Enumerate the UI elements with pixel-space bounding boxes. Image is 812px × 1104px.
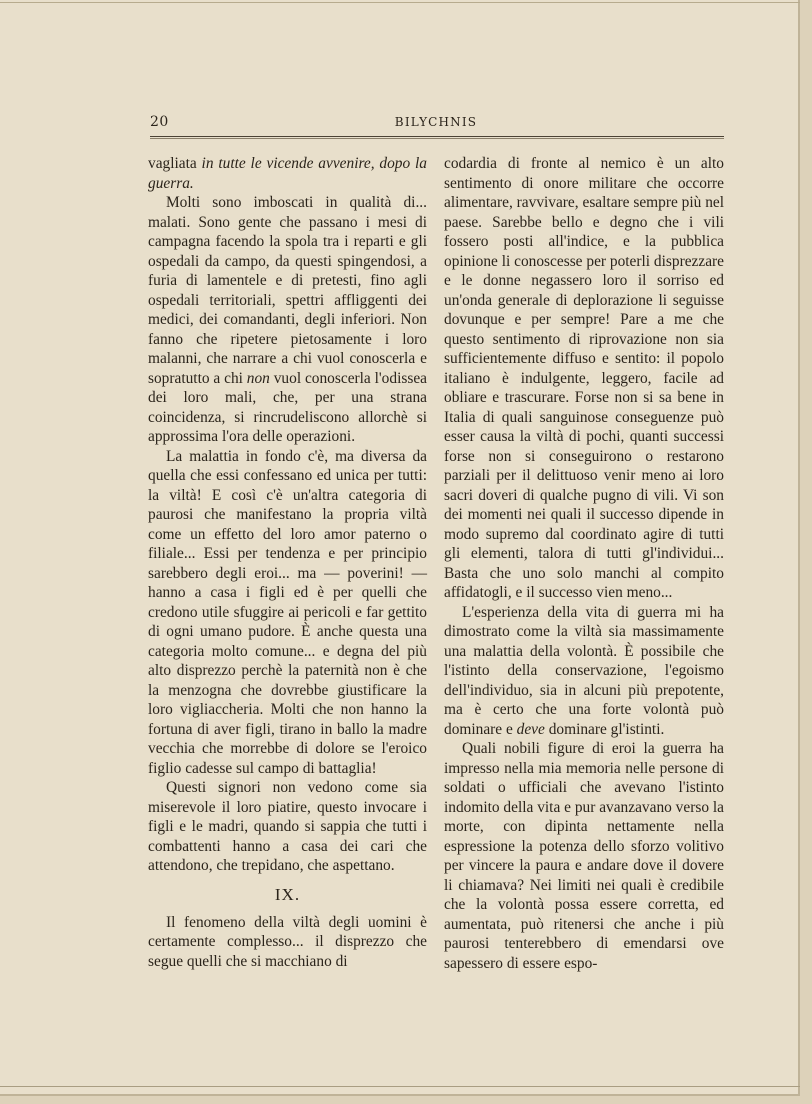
left-column xyxy=(148,154,427,970)
paragraph: Molti sono imboscati in qualità di... malati. Sono gente che passano i mesi di campagna facendo la spola tra i reparti e gli ospedali da campo, da questi spingendosi, a furia di lamentele e di pretesti, fino agli ospedali territoriali, spettri affliggenti dei medici, dei comandanti, degli inferiori. Non fanno che ripetere pietosamente i loro malanni, che narrare a chi vuol conoscerla e sopratutto a chi non vuol conoscerla l'odissea dei loro mali, che, per una strana coincidenza, si rincrudeliscono allorchè si approssima l'ora delle operazioni. xyxy=(148,194,427,445)
paragraph: vagliata in tutte le vicende avvenire, dopo la guerra. xyxy=(148,155,427,192)
paragraph: L'esperienza della vita di guerra mi ha dimostrato come la viltà sia massimamente una malattia della volontà. È possibile che l'istinto della conservazione, l'egoismo dell'individuo, sia in alcuni più prepotente, ma è certo che una forte volontà può dominare e deve dominare gl'istinti. xyxy=(444,603,724,738)
page-header xyxy=(150,114,722,136)
paragraph: Questi signori non vedono come sia miserevole il loro piatire, questo invocare i figli e le madri, quando si sappia che tutti i combattenti hanno a casa dei cari che attendono, che trepidano, che aspettano. xyxy=(148,779,427,874)
paragraph: Il fenomeno della viltà degli uomini è certamente complesso... il disprezzo che segue quelli che si macchiano di xyxy=(148,913,427,970)
header-rule-secondary xyxy=(150,138,724,139)
paragraph: La malattia in fondo c'è, ma diversa da quella che essi confessano ed unica per tutti: la viltà! E così c'è un'altra categoria di paurosi che manifestano la propria viltà come un effetto del loro amor paterno o filiale... Essi per tendenza e per principio sarebbero degli eroi... ma — poverini! — hanno a casa i figli ed è per quelli che credono utile sfuggire ai pericoli e far gettito di ogni umano pudore. È anche questa una categoria molto comune... e degna del più alto disprezzo perchè la paternità non è che la menzogna che dovrebbe giustificare la loro vigliaccheria. Molti che non hanno la fortuna di aver figli, tirano in ballo la madre vecchia che morrebbe di dolore se l'eroico figlio cadesse sul campo di battaglia! xyxy=(148,447,427,777)
right-column xyxy=(444,154,724,972)
bottom-edge-rule xyxy=(0,1086,800,1087)
paragraph: codardia di fronte al nemico è un alto sentimento di onore militare che occorre alimentare, ravvivare, esaltare sempre più nel paese. Sarebbe bello e degno che i vili fossero posti all'indice, e la pubblica opinione li conoscesse per poterli disprezzare e le donne negassero loro il sorriso ed un'onda generale di deplorazione li seguisse dovunque e per sempre! Pare a me che questo sentimento di riprovazione non sia sufficientemente diffuso e sentito: il popolo italiano è indulgente, leggero, facile ad obliare e trascurare. Forse non si sa bene in Italia di quali sanguinose conseguenze può esser causa la viltà di pochi, quanti successi forse non si conseguirono o restarono parziali per il delittuoso venir meno ai loro sacri doveri di qualche pugno di vili. Vi son dei momenti nei quali il successo dipende in modo supremo dal coordinato agire di tutti gli elementi, talora di tutti gl'individui... Basta che uno solo manchi al compito affidatogli, e il successo vien meno... xyxy=(444,155,724,601)
top-edge-rule xyxy=(0,2,800,3)
header-rule xyxy=(150,136,724,137)
running-title: BILYCHNIS xyxy=(394,115,478,129)
paragraph: Quali nobili figure di eroi la guerra ha impresso nella mia memoria nelle persone di soldati o ufficiali che avevano l'istinto indomito della vita e pur avanzavano verso la morte, con dipinta nettamente nella espressione la potenza dello sforzo volitivo per vincere la paura e andare dove il dovere li chiamava? Nei limiti nei quali è credibile che la volontà possa essere corretta, ed aumentata, può ritenersi che anche i più paurosi tenterebbero di emendarsi ove sapessero di essere espo- xyxy=(444,740,724,972)
section-heading: IX. xyxy=(274,884,301,904)
page-number: 20 xyxy=(150,114,169,130)
